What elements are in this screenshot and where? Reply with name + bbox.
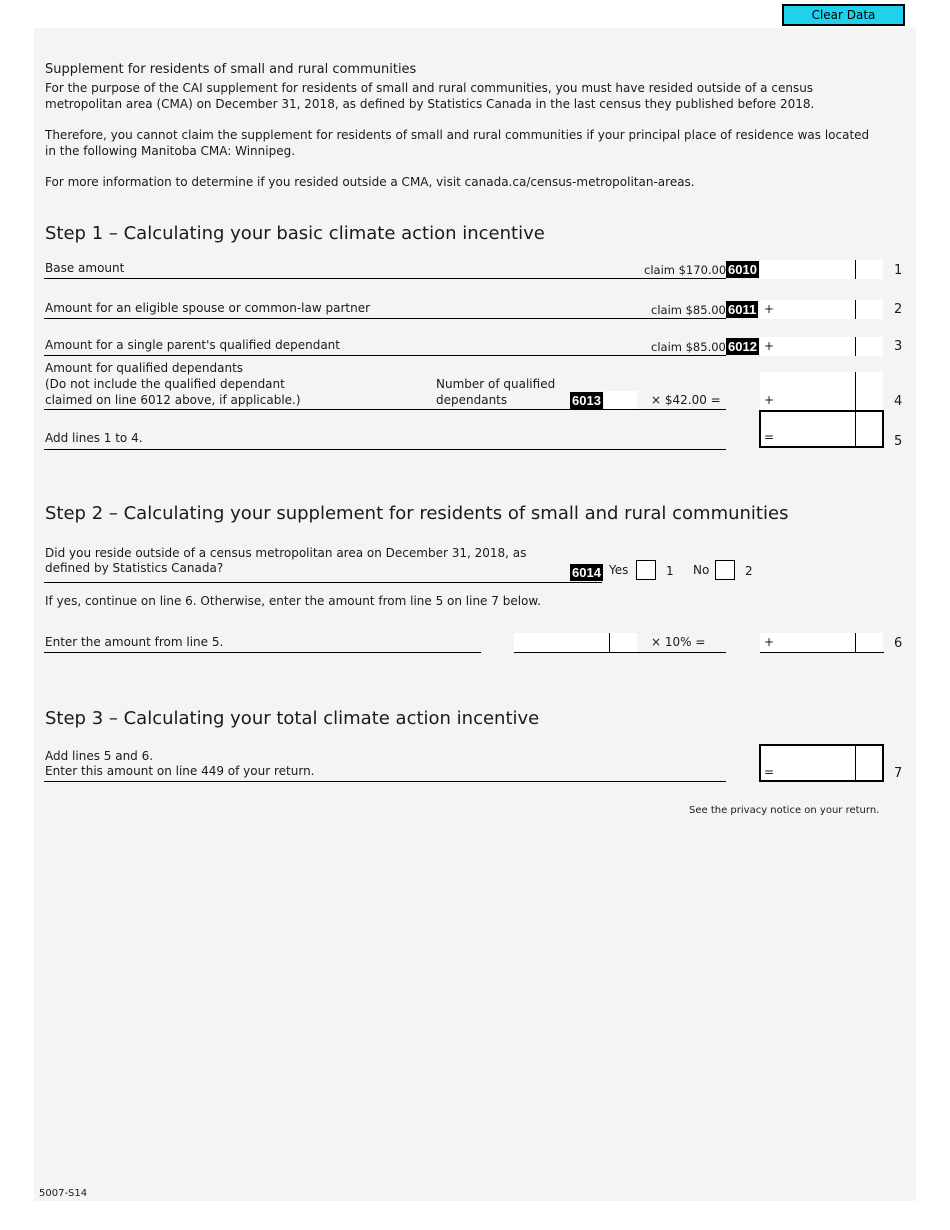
step2-question-rule [44, 582, 602, 583]
line1-label: Base amount [45, 261, 125, 275]
line4-count-input[interactable] [604, 391, 637, 410]
line1-number: 1 [894, 263, 903, 278]
yes-number: 1 [666, 564, 674, 578]
line3-label: Amount for a single parent's qualified dependant [45, 338, 340, 352]
no-checkbox[interactable] [715, 560, 735, 580]
line4-rule [44, 409, 726, 410]
line4-sub-l2: dependants [436, 393, 508, 407]
form-id: 5007-S14 [39, 1188, 88, 1199]
line3-number: 3 [894, 339, 903, 354]
line7-divider [855, 746, 856, 780]
line4-label-l1: Amount for qualified dependants [45, 361, 244, 375]
line7-cents-input[interactable] [856, 747, 881, 779]
line2-cents-input[interactable] [856, 300, 883, 319]
line6-rule-left [44, 652, 481, 653]
line5-divider [855, 412, 856, 446]
line7-label-l1: Add lines 5 and 6. [45, 749, 154, 763]
no-number: 2 [745, 564, 753, 578]
line4-op: + [764, 393, 775, 407]
line2-op: + [764, 302, 775, 316]
intro-title: Supplement for residents of small and rural communities [45, 62, 417, 77]
line7-amount-input[interactable] [762, 747, 854, 779]
yes-label: Yes [609, 563, 629, 577]
yes-checkbox[interactable] [636, 560, 656, 580]
intro-para3: For more information to determine if you resided outside a CMA, visit canada.ca/census-metropolitan-areas. [45, 175, 695, 189]
line6-rule-right [760, 652, 884, 653]
step2-title: Step 2 – Calculating your supplement for residents of small and rural communities [45, 503, 789, 524]
line5-op: = [764, 430, 775, 444]
line5-amount-input[interactable] [762, 413, 854, 445]
step2-code: 6014 [572, 565, 601, 580]
privacy-notice: See the privacy notice on your return. [689, 805, 880, 816]
line7-rule [44, 781, 726, 782]
line6-label: Enter the amount from line 5. [45, 635, 224, 649]
step3-title: Step 3 – Calculating your total climate action incentive [45, 708, 540, 729]
line7-number: 7 [894, 766, 903, 781]
step2-question-l2: defined by Statistics Canada? [45, 561, 224, 575]
line4-divider [855, 372, 856, 410]
line2-divider [855, 300, 856, 319]
line1-amount-input[interactable] [760, 260, 855, 279]
line3-divider [855, 337, 856, 356]
line4-amount-input[interactable] [760, 372, 855, 410]
line3-code: 6012 [728, 339, 757, 354]
line3-amount-input[interactable] [760, 337, 855, 356]
line2-rule [44, 318, 726, 319]
line1-claim: claim $170.00 [644, 263, 727, 277]
line6-input-cents[interactable] [610, 633, 637, 652]
step2-instruction: If yes, continue on line 6. Otherwise, enter the amount from line 5 on line 7 below. [45, 594, 541, 608]
line4-sub-l1: Number of qualified [436, 377, 556, 391]
line3-rule [44, 355, 726, 356]
line6-number: 6 [894, 636, 903, 651]
line6-multiplier: × 10% = [651, 635, 706, 649]
line4-code: 6013 [572, 393, 601, 408]
line1-rule [44, 278, 726, 279]
line5-label: Add lines 1 to 4. [45, 431, 143, 445]
step2-question-l1: Did you reside outside of a census metropolitan area on December 31, 2018, as [45, 546, 527, 560]
line6-rule-mid [514, 652, 726, 653]
intro-para2-line1: Therefore, you cannot claim the supplement for residents of small and rural communities if your principal place of residence was located [45, 128, 870, 142]
line2-number: 2 [894, 302, 903, 317]
line7-op: = [764, 765, 775, 779]
intro-para1-line1: For the purpose of the CAI supplement for residents of small and rural communities, you must have resided outside of a census [45, 81, 814, 95]
line3-cents-input[interactable] [856, 337, 883, 356]
line1-cents-input[interactable] [856, 260, 883, 279]
line5-cents-input[interactable] [856, 413, 881, 445]
line6-input-divider [609, 633, 610, 652]
intro-para1-line2: metropolitan area (CMA) on December 31, 2018, as defined by Statistics Canada in the last census they published before 2018. [45, 97, 815, 111]
line5-number: 5 [894, 434, 903, 449]
line6-op: + [764, 635, 775, 649]
line6-cents-input[interactable] [856, 633, 883, 652]
line7-label-l2: Enter this amount on line 449 of your return. [45, 764, 315, 778]
line4-multiplier: × $42.00 = [651, 393, 721, 407]
line2-amount-input[interactable] [760, 300, 855, 319]
line2-claim: claim $85.00 [651, 303, 726, 317]
line4-number: 4 [894, 394, 903, 409]
line1-divider [855, 260, 856, 279]
line4-label-l3: claimed on line 6012 above, if applicable.) [45, 393, 301, 407]
line3-op: + [764, 339, 775, 353]
line4-cents-input[interactable] [856, 372, 883, 410]
step1-title: Step 1 – Calculating your basic climate action incentive [45, 223, 545, 244]
line2-code: 6011 [728, 302, 757, 317]
line3-claim: claim $85.00 [651, 340, 726, 354]
no-label: No [693, 563, 710, 577]
clear-data-button[interactable]: Clear Data [782, 4, 905, 26]
line6-divider [855, 633, 856, 652]
line1-code: 6010 [728, 262, 757, 277]
intro-para2-line2: in the following Manitoba CMA: Winnipeg. [45, 144, 296, 158]
line6-amount-input[interactable] [760, 633, 855, 652]
line4-label-l2: (Do not include the qualified dependant [45, 377, 285, 391]
line6-input-amount[interactable] [514, 633, 609, 652]
form-page [34, 28, 916, 1201]
line2-label: Amount for an eligible spouse or common-law partner [45, 301, 371, 315]
line5-rule [44, 449, 726, 450]
